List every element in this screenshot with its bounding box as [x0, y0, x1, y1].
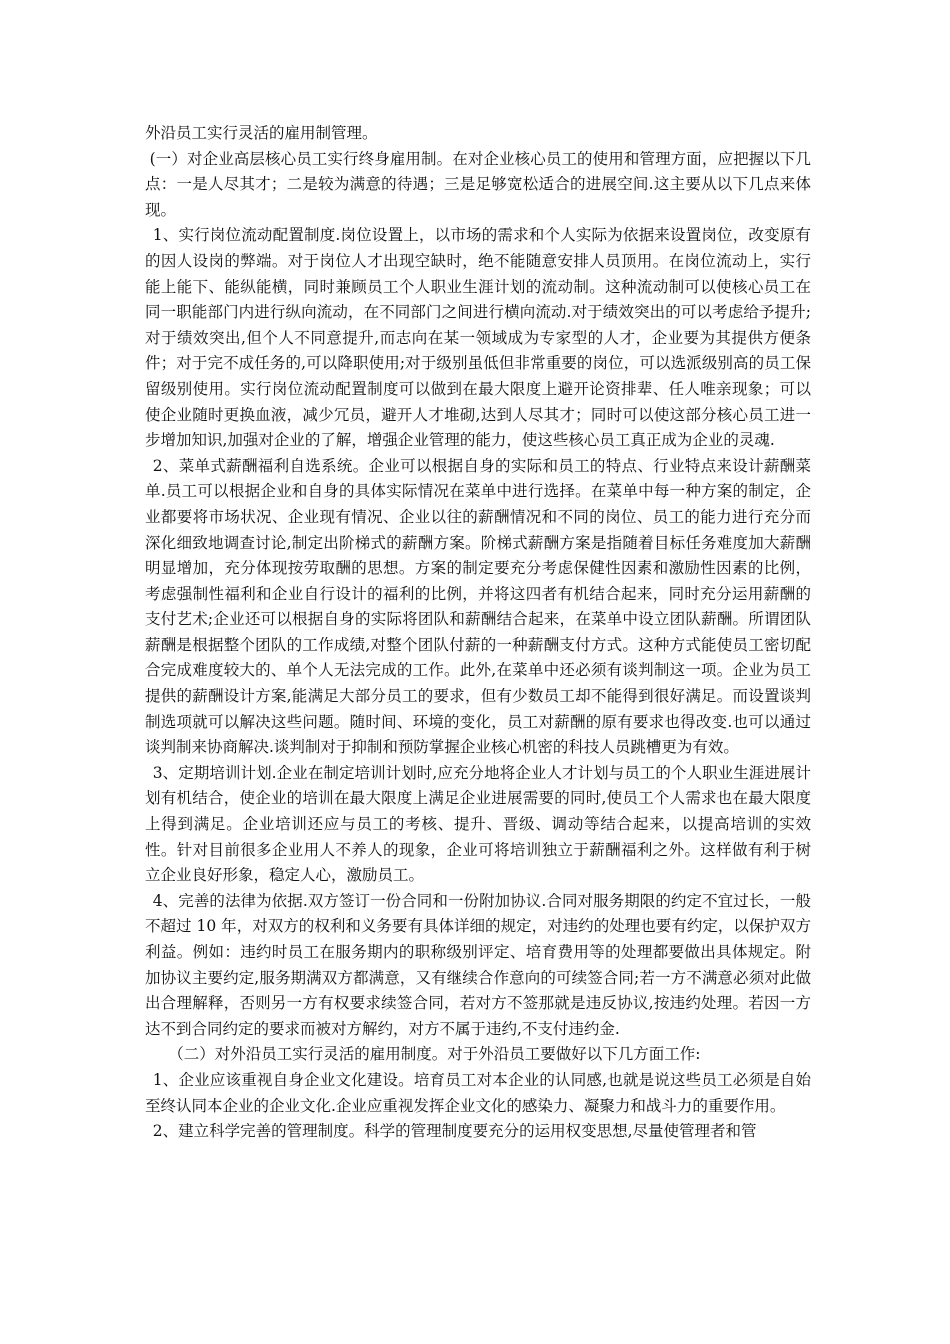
paragraph-section-two: （二）对外沿员工实行灵活的雇用制度。对于外沿员工要做好以下几方面工作: — [168, 1045, 701, 1064]
paragraph-item-2-management: 2、建立科学完善的管理制度。科学的管理制度要充分的运用权变思想,尽量使管理者和管 — [152, 1122, 757, 1141]
paragraph-intro: 外沿员工实行灵活的雇用制管理。 — [145, 124, 378, 142]
paragraph-item-2-compensation: 2、菜单式薪酬福利自选系统。企业可以根据自身的实际和员工的特点、行业特点来设计薪酬菜单.员工可以根据企业和自身的具体实际情况在菜单中进行选择。在菜单中每一种方案的制定，企业都要将市场状况、企业现有情况、企业以往的薪酬情况和不同的岗位、员工的能力进行充分而深化细致地调查讨论,制定出阶梯式的薪酬方案。阶梯式薪酬方案是指随着目标任务难度加大薪酬明显增加，充分体现按劳取酬的思想。方案的制定要充分考虑保健性因素和激励性因素的比例，考虑强制性福利和企业自行设计的福利的比例，并将这四者有机结合起来，同时充分运用薪酬的支付艺术;企业还可以根据自身的实际将团队和薪酬结合起来，在菜单中设立团队薪酬。所谓团队薪酬是根据整个团队的工作成绩,对整个团队付薪的一种薪酬支付方式。这种方式能使员工密切配合完成难度较大的、单个人无法完成的工作。此外,在菜单中还必须有谈判制这一项。企业为员工提供的薪酬设计方案,能满足大部分员工的要求，但有少数员工却不能得到很好满足。而设置谈判制选项就可以解决这些问题。随时间、环境的变化，员工对薪酬的原有要求也得改变.也可以通过谈判制来协商解决.谈判制对于抑制和预防掌握企业核心机密的科技人员跳槽更为有效。 — [145, 456, 811, 757]
document-page — [145, 121, 811, 1145]
paragraph-item-1-rotation: 1、实行岗位流动配置制度.岗位设置上，以市场的需求和个人实际为依据来设置岗位，改变原有的因人设岗的弊端。对于岗位人才出现空缺时，绝不能随意安排人员顶用。在岗位流动上，实行能上能下、能纵能横，同时兼顾员工个人职业生涯计划的流动制。这种流动制可以使核心员工在同一职能部门内进行纵向流动，在不同部门之间进行横向流动.对于绩效突出的可以考虑给予提升;对于绩效突出,但个人不同意提升,而志向在某一领域成为专家型的人才，企业要为其提供方便条件；对于完不成任务的,可以降职使用;对于级别虽低但非常重要的岗位，可以选派级别高的员工保留级别使用。实行岗位流动配置制度可以做到在最大限度上避开论资排辈、任人唯亲现象；可以使企业随时更换血液，减少冗员，避开人才堆砌,达到人尽其才；同时可以使这部分核心员工进一步增加知识,加强对企业的了解，增强企业管理的能力，使这些核心员工真正成为企业的灵魂. — [145, 226, 811, 450]
paragraph-section-one: (一）对企业高层核心员工实行终身雇用制。在对企业核心员工的使用和管理方面，应把握以下几点：一是人尽其才；二是较为满意的待遇；三是足够宽松适合的进展空间.这主要从以下几点来体现。 — [145, 149, 811, 219]
paragraph-item-3-training: 3、定期培训计划.企业在制定培训计划时,应充分地将企业人才计划与员工的个人职业生涯进展计划有机结合，使企业的培训在最大限度上满足企业进展需要的同时,使员工个人需求也在最大限度上得到满足。企业培训还应与员工的考核、提升、晋级、调动等结合起来，以提高培训的实效性。针对目前很多企业用人不养人的现象，企业可将培训独立于薪酬福利之外。这样做有利于树立企业良好形象，稳定人心，激励员工。 — [145, 763, 811, 885]
paragraph-item-1-culture: 1、企业应该重视自身企业文化建设。培育员工对本企业的认同感,也就是说这些员工必须是自始至终认同本企业的企业文化.企业应重视发挥企业文化的感染力、凝聚力和战斗力的重要作用。 — [145, 1070, 811, 1115]
paragraph-item-4-legal: 4、完善的法律为依据.双方签订一份合同和一份附加协议.合同对服务期限的约定不宜过长，一般不超过 10 年，对双方的权利和义务要有具体详细的规定，对违约的处理也要有约定，以保护双方利益。例如：违约时员工在服务期内的职称级别评定、培育费用等的处理都要做出具体规定。附加协议主要约定,服务期满双方都满意，又有继续合作意向的可续签合同;若一方不满意必须对此做出合理解释，否则另一方有权要求续签合同，若对方不签那就是违反协议,按违约处理。若因一方达不到合同约定的要求而被对方解约，对方不属于违约,不支付违约金. — [145, 891, 811, 1038]
